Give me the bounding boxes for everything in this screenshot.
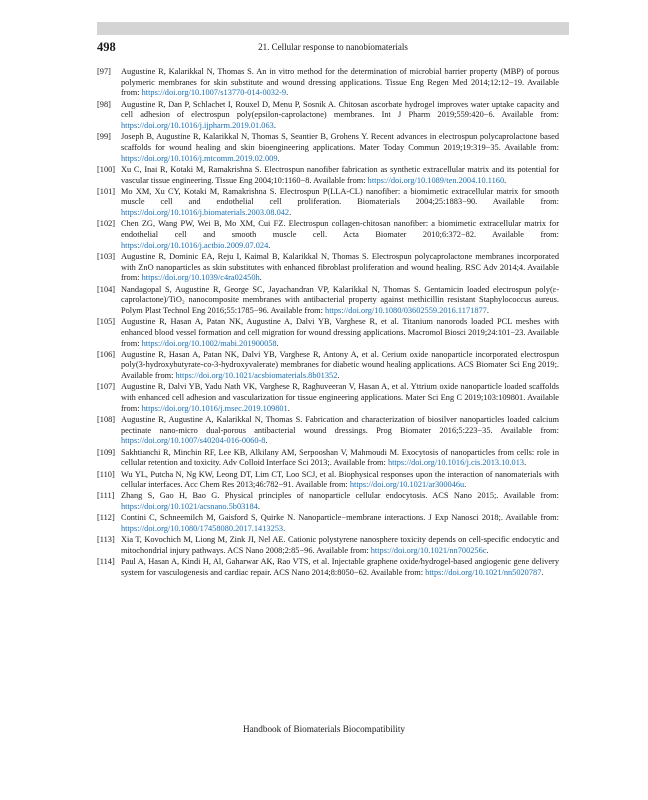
reference-text: Augustine R, Hasan A, Patan NK, Augustine A, Dalvi YB, Varghese R, et al. Titanium nanorods loaded PCL meshes with enhanced blood vessel formation and cell migration for wound dressing applications. Macromol Biosci 2019;24:101−23. Available from: (121, 317, 559, 348)
reference-end-punctuation: . (259, 273, 262, 283)
doi-link[interactable]: https://doi.org/10.1021/nn700256c (370, 545, 487, 555)
chapter-title: 21. Cellular response to nanobiomaterials (258, 42, 408, 52)
reference-item (97, 382, 559, 414)
reference-end-punctuation: . (276, 338, 279, 348)
page-number: 498 (97, 40, 116, 54)
reference-number: [109] (97, 447, 116, 457)
reference-text: Mo XM, Xu CY, Kotaki M, Ramakrishna S. Electrospun P(LLA-CL) nanofiber: a biomimetic extracellular matrix for smooth muscle cell and endothelial cell proliferation. Biomaterials 2004;25:1883−90. Available from: (121, 186, 559, 207)
reference-number: [114] (97, 557, 115, 567)
reference-item (97, 67, 559, 99)
reference-text: Nandagopal S, Augustine R, George SC, Jayachandran VP, Kalarikkal N, Thomas S. Gentamicin loaded electrospun poly(ε-caprolactone)/TiO₂ nanocomposite membranes with antibacterial property against methicillin resistant Staphylococcus aureus. Polym Plast Technol Eng 2016;55:1785−96. Available from: (121, 284, 559, 315)
reference-end-punctuation: . (541, 567, 544, 577)
reference-end-punctuation: . (504, 175, 507, 185)
reference-item (97, 252, 559, 284)
reference-end-punctuation: . (287, 403, 290, 413)
reference-number: [97] (97, 67, 111, 76)
reference-text: Paul A, Hasan A, Kindi H, Al, Gaharwar AK, Rao VTS, et al. Injectable graphene oxide/hydrogel-based angiogenic gene delivery system for vasculogenesis and cardiac repair. ACS Nano 2014;8:8050−62. Available from: (121, 557, 559, 577)
reference-number: [110] (97, 469, 115, 479)
reference-item (97, 317, 559, 349)
reference-item (97, 557, 559, 578)
footer-book-title: Handbook of Biomaterials Biocompatibility (242, 724, 406, 734)
reference-end-punctuation: . (286, 88, 289, 98)
reference-list (97, 67, 559, 579)
reference-text: Augustine R, Kalarikkal N, Thomas S. An in vitro method for the determination of microbial barrier property (MBP) of porous polymeric membranes for skin substitute and wound dressing applications. Tissue Eng Regen Med 2014;12:12−19. Available from: (121, 67, 559, 98)
reference-end-punctuation: . (524, 458, 527, 468)
reference-text: Augustine R, Dominic EA, Reju I, Kaimal B, Kalarikkal N, Thomas S. Electrospun polycaprolactone membranes incorporated with ZnO nanoparticles as skin substitutes with enhanced fibroblast proliferation and wound healing. RSC Adv 2014;4. Available from: (121, 251, 559, 283)
doi-link[interactable]: https://doi.org/10.1021/acsbiomaterials.8b01352 (175, 371, 338, 381)
reference-text: Augustine R, Dan P, Schlachet I, Rouxel D, Menu P, Sosnik A. Chitosan ascorbate hydrogel improves water uptake capacity and cell adhesion of electrospun poly(epsilon-caprolactone) membranes. Int J Pharm 2019;559:420−6. Available from: (121, 99, 559, 120)
reference-text: Sakhtianchi R, Minchin RF, Lee KB, Alkilany AM, Serpooshan V, Mahmoudi M. Exocytosis of nanoparticles from cells: role in cellular retention and toxicity. Adv Colloid Interface Sci 2013;. Available from: (121, 447, 559, 468)
doi-link[interactable]: https://doi.org/10.1021/nn5020787 (425, 567, 542, 577)
doi-link[interactable]: https://doi.org/10.1007/s13770-014-0032-9 (141, 88, 287, 98)
reference-number: [108] (97, 415, 116, 424)
doi-link[interactable]: https://doi.org/10.1016/j.actbio.2009.07.024 (121, 240, 269, 250)
reference-end-punctuation: . (337, 371, 340, 381)
reference-number: [113] (97, 535, 115, 545)
doi-link[interactable]: https://doi.org/10.1089/ten.2004.10.1160 (367, 175, 505, 185)
reference-end-punctuation: . (283, 524, 286, 534)
reference-item (97, 187, 559, 219)
reference-number: [107] (97, 382, 116, 392)
reference-number: [105] (97, 317, 116, 327)
reference-item (97, 100, 559, 132)
reference-number: [104] (97, 284, 116, 294)
reference-end-punctuation: . (486, 545, 489, 555)
reference-number: [98] (97, 99, 111, 109)
reference-number: [102] (97, 219, 116, 229)
reference-text: Augustine R, Hasan A, Patan NK, Dalvi YB, Varghese R, Antony A, et al. Cerium oxide nanoparticle incorporated electrospun poly(3-hydroxybutyrate-co-3-hydroxyvalerate) membranes for diabetic wound healing applications. ACS Biomater Sci Eng 2019;. Available from: (121, 349, 559, 381)
reference-text: Chen ZG, Wang PW, Wei B, Mo XM, Cui FZ. Electrospun collagen-chitosan nanofiber: a biomimetic extracellular matrix for endothelial cell and smooth muscle cell. Acta Biomater 2010;6:372−82. Available from: (121, 219, 559, 240)
doi-link[interactable]: https://doi.org/10.1021/ar300046u (349, 480, 465, 490)
reference-end-punctuation: . (265, 436, 268, 446)
doi-link[interactable]: https://doi.org/10.1007/s40204-016-0060-8 (121, 436, 266, 446)
doi-link[interactable]: https://doi.org/10.1016/j.ijpharm.2019.01.063 (121, 121, 274, 131)
header-bar (97, 22, 569, 35)
reference-end-punctuation: . (268, 240, 271, 250)
reference-text: Wu YL, Putcha N, Ng KW, Leong DT, Lim CT, Loo SCJ, et al. Biophysical responses upon the interaction of nanomaterials with cellular interfaces. Acc Chem Res 2013;46:782−91. Available from: (121, 469, 559, 490)
reference-text: Contini C, Schneemilch M, Gaisford S, Quirke N. Nanoparticle−membrane interactions. J Exp Nanosci 2018;. Available from: (121, 513, 559, 523)
doi-link[interactable]: https://doi.org/10.1021/acsnano.5b03184 (121, 502, 258, 512)
reference-item (97, 415, 559, 447)
reference-text: Xia T, Kovochich M, Liong M, Zink JI, Nel AE. Cationic polystyrene nanosphere toxicity depends on cell-specific endocytic and mitochondrial injury pathways. ACS Nano 2008;2:85−96. Available from: (121, 535, 559, 555)
reference-item (97, 165, 559, 186)
doi-link[interactable]: https://doi.org/10.1002/mabi.201900058 (141, 338, 277, 348)
reference-item (97, 132, 559, 164)
reference-text: Zhang S, Gao H, Bao G. Physical principles of nanoparticle cellular endocytosis. ACS Nano 2015;. Available from: (121, 491, 559, 501)
reference-number: [106] (97, 349, 116, 359)
reference-end-punctuation: . (464, 480, 467, 490)
reference-item (97, 448, 559, 469)
reference-number: [112] (97, 513, 115, 523)
doi-link[interactable]: https://doi.org/10.1016/j.mtcomm.2019.02.009 (121, 153, 278, 163)
reference-number: [99] (97, 132, 111, 142)
doi-link[interactable]: https://doi.org/10.1016/j.biomaterials.2003.08.042 (121, 208, 290, 218)
page-header (97, 40, 569, 56)
reference-item (97, 513, 559, 534)
reference-item (97, 219, 559, 251)
reference-number: [103] (97, 251, 116, 261)
reference-item (97, 535, 559, 556)
reference-text: Joseph B, Augustine R, Kalarikkal N, Thomas S, Seantier B, Grohens Y. Recent advances in electrospun polycaprolactone based scaffolds for wound healing and skin bioengineering applications. Mater Today Commun 2019;19:319−35. Available from: (121, 132, 559, 152)
reference-end-punctuation: . (273, 121, 276, 131)
reference-end-punctuation: . (277, 153, 280, 163)
reference-item (97, 470, 559, 491)
reference-text: Xu C, Inai R, Kotaki M, Ramakrishna S. Electrospun nanofiber fabrication as synthetic extracellular matrix and its potential for vascular tissue engineering. Tissue Eng 2004;10:1160−8. Available from: (121, 164, 559, 185)
doi-link[interactable]: https://doi.org/10.1039/c4ra02450h (141, 273, 260, 283)
reference-number: [101] (97, 186, 116, 196)
doi-link[interactable]: https://doi.org/10.1016/j.msec.2019.109801 (141, 403, 288, 413)
reference-text: Augustine R, Dalvi YB, Yadu Nath VK, Varghese R, Raghuveeran V, Hasan A, et al. Yttrium oxide nanoparticle loaded scaffolds with enhanced cell adhesion and vascularization for tissue engineering applications. Mater Sci Eng C 2019;103:109801. Available from: (121, 382, 559, 413)
doi-link[interactable]: https://doi.org/10.1016/j.cis.2013.10.013 (387, 458, 525, 468)
reference-end-punctuation: . (289, 208, 292, 218)
reference-item (97, 350, 559, 382)
reference-item (97, 285, 559, 317)
reference-text: Augustine R, Augustine A, Kalarikkal N, Thomas S. Fabrication and characterization of biosilver nanoparticles loaded calcium pectinate nano-micro dual-porous antibacterial wound dressings. Prog Biomater 2016;5:223−35. Available from: (121, 415, 559, 435)
reference-item (97, 491, 559, 512)
reference-number: [100] (97, 164, 116, 174)
reference-end-punctuation: . (257, 502, 260, 512)
reference-end-punctuation: . (486, 305, 489, 315)
doi-link[interactable]: https://doi.org/10.1080/03602559.2016.1171877 (325, 305, 487, 315)
reference-number: [111] (97, 491, 115, 501)
doi-link[interactable]: https://doi.org/10.1080/17458080.2017.1413253 (121, 524, 284, 534)
